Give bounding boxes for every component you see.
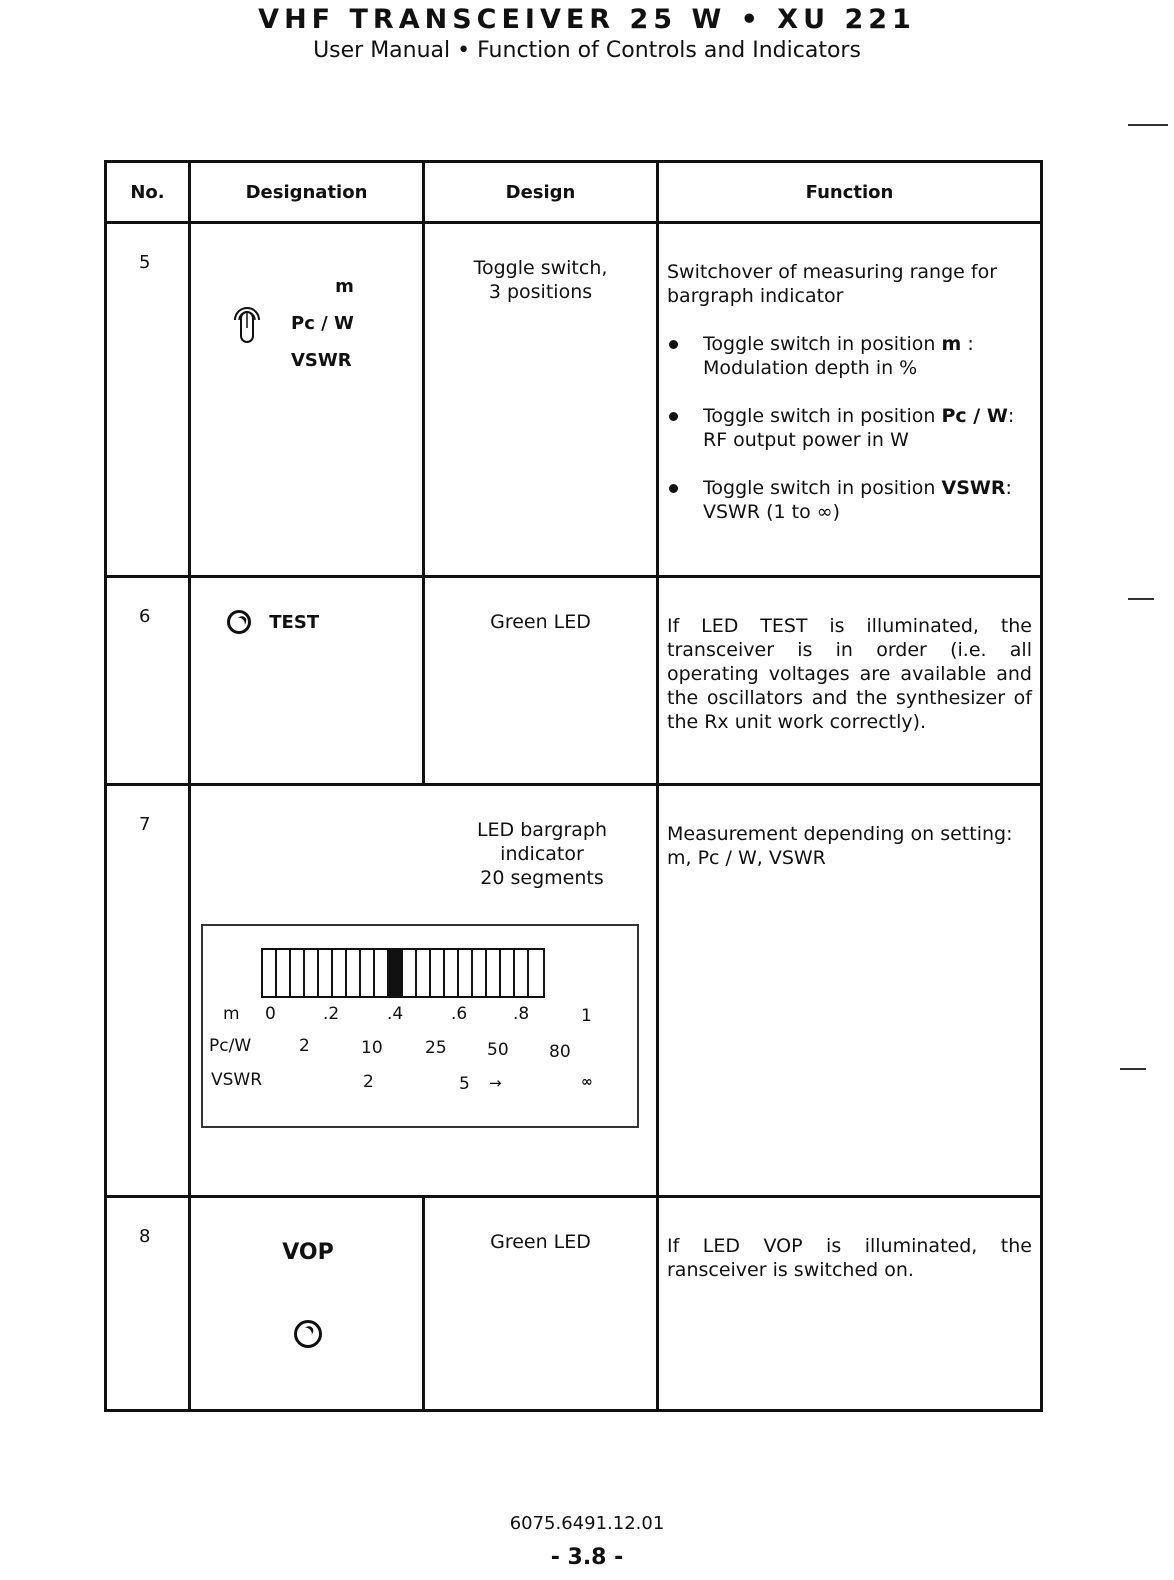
- led-segment: [347, 950, 361, 996]
- bullet-text: :: [961, 333, 974, 355]
- position-m-label: m: [335, 276, 354, 297]
- function-intro: Switchover of measuring range for bargraph indicator: [667, 261, 998, 307]
- design-line: LED bargraph: [476, 819, 608, 841]
- function-cell: [658, 577, 1042, 785]
- row-number: 5: [106, 223, 190, 577]
- document-code: 6075.6491.12.01: [509, 1513, 665, 1534]
- bullet-text: Toggle switch in position: [703, 405, 942, 427]
- bullet-bold: VSWR: [941, 477, 1006, 499]
- document-title: VHF TRANSCEIVER 25 W • XU 221: [258, 4, 916, 35]
- list-item: [667, 476, 1032, 524]
- design-line: 20 segments: [480, 867, 604, 889]
- scale-tick: .4: [387, 1004, 404, 1024]
- design-line: indicator: [500, 843, 584, 865]
- designation-cell: [190, 223, 424, 577]
- row-number: 8: [106, 1197, 190, 1411]
- scale-tick: 10: [361, 1038, 383, 1058]
- scale-tick: 5: [459, 1074, 470, 1094]
- infinity-icon: ∞: [581, 1074, 593, 1090]
- function-cell: [658, 785, 1042, 1197]
- bullet-bold: Pc / W: [941, 405, 1008, 427]
- led-segment: [417, 950, 431, 996]
- position-pc-label: Pc / W: [291, 313, 354, 334]
- design-text: [425, 818, 659, 890]
- scale-tick: .6: [451, 1004, 468, 1024]
- header-designation: Designation: [190, 162, 424, 223]
- function-text: If LED TEST is illuminated, the transceiver is in order (i.e. all operating voltages are available and the oscillators and the synthesizer of the Rx unit work correctly).: [667, 615, 1032, 733]
- test-led-designation: [227, 610, 319, 634]
- led-segment-row: [261, 948, 545, 998]
- bullet-list: [667, 332, 1032, 524]
- design-line: Green LED: [490, 611, 591, 633]
- led-segment: [277, 950, 291, 996]
- scale-tick: .8: [513, 1004, 530, 1024]
- bullet-text: Toggle switch in position: [703, 477, 942, 499]
- arrow-icon: →: [489, 1074, 502, 1092]
- led-segment: [319, 950, 333, 996]
- scale-tick: 1: [581, 1006, 592, 1026]
- design-cell: [424, 1197, 658, 1411]
- scale-vswr-label: VSWR: [211, 1070, 263, 1090]
- bullet-text: Toggle switch in position: [703, 333, 942, 355]
- list-item: [667, 332, 1032, 380]
- led-segment: [333, 950, 347, 996]
- vop-led: [294, 1320, 322, 1348]
- function-line: m, Pc / W, VSWR: [667, 847, 826, 869]
- document-subtitle: User Manual • Function of Controls and Indicators: [313, 38, 861, 63]
- bargraph-indicator: [201, 924, 639, 1128]
- led-segment: [487, 950, 501, 996]
- bullet-icon: [669, 340, 678, 349]
- row-number: 7: [106, 785, 190, 1197]
- function-line: Measurement depending on setting:: [667, 823, 1013, 845]
- function-cell: [658, 223, 1042, 577]
- led-segment: [305, 950, 319, 996]
- led-segment-lit: [389, 950, 403, 996]
- vop-label: VOP: [282, 1240, 334, 1265]
- bullet-text: Modulation depth in %: [703, 357, 918, 379]
- header-design: Design: [424, 162, 658, 223]
- led-segment: [403, 950, 417, 996]
- list-item: [667, 404, 1032, 452]
- led-segment: [361, 950, 375, 996]
- table-row-7: [106, 785, 1042, 1197]
- table-row-8: [106, 1197, 1042, 1411]
- bullet-icon: [669, 484, 678, 493]
- scale-tick: 0: [265, 1004, 276, 1024]
- bullet-text: :: [1005, 477, 1012, 499]
- design-cell: [424, 577, 658, 785]
- function-text: If LED VOP is illuminated, the ransceiver is switched on.: [667, 1235, 1032, 1281]
- position-vswr-label: VSWR: [291, 350, 352, 371]
- led-segment: [445, 950, 459, 996]
- margin-mark: [1128, 124, 1168, 126]
- led-segment: [515, 950, 529, 996]
- table-header-row: [106, 162, 1042, 223]
- design-line: Toggle switch,: [473, 257, 608, 279]
- led-segment: [375, 950, 389, 996]
- margin-mark: [1120, 1068, 1146, 1070]
- design-line: 3 positions: [488, 281, 593, 303]
- switch-positions: [291, 268, 354, 379]
- design-cell: [424, 223, 658, 577]
- scale-tick: 2: [299, 1036, 310, 1056]
- row-number: 6: [106, 577, 190, 785]
- scale-tick: 80: [549, 1042, 571, 1062]
- designation-cell: [190, 577, 424, 785]
- designation-cell: [190, 1197, 424, 1411]
- header-no: No.: [106, 162, 190, 223]
- led-segment: [263, 950, 277, 996]
- header-function: Function: [658, 162, 1042, 223]
- page-number: - 3.8 -: [550, 1545, 624, 1570]
- led-segment: [431, 950, 445, 996]
- scale-tick: 25: [425, 1038, 447, 1058]
- margin-mark: [1128, 598, 1154, 600]
- controls-table: [104, 160, 1043, 1412]
- design-line: Green LED: [490, 1231, 591, 1253]
- table-row-6: [106, 577, 1042, 785]
- bullet-text: VSWR (1 to ∞): [703, 501, 840, 523]
- function-cell: [658, 1197, 1042, 1411]
- table-row-5: [106, 223, 1042, 577]
- scale-m-label: m: [223, 1004, 240, 1024]
- led-segment: [459, 950, 473, 996]
- scale-tick: 50: [487, 1040, 509, 1060]
- led-icon: [294, 1320, 322, 1348]
- scale-tick: 2: [363, 1072, 374, 1092]
- led-segment: [529, 950, 543, 996]
- toggle-switch-icon: [229, 298, 265, 348]
- led-segment: [501, 950, 515, 996]
- bullet-text: :: [1007, 405, 1015, 427]
- bullet-icon: [669, 412, 678, 421]
- bullet-text: RF output power in W: [703, 429, 909, 451]
- test-label: TEST: [269, 611, 320, 633]
- bullet-bold: m: [941, 333, 962, 355]
- scale-tick: .2: [323, 1004, 340, 1024]
- scale-pc-label: Pc/W: [209, 1036, 252, 1056]
- bargraph-cell: [190, 785, 658, 1197]
- led-icon: [227, 610, 251, 634]
- led-segment: [291, 950, 305, 996]
- led-segment: [473, 950, 487, 996]
